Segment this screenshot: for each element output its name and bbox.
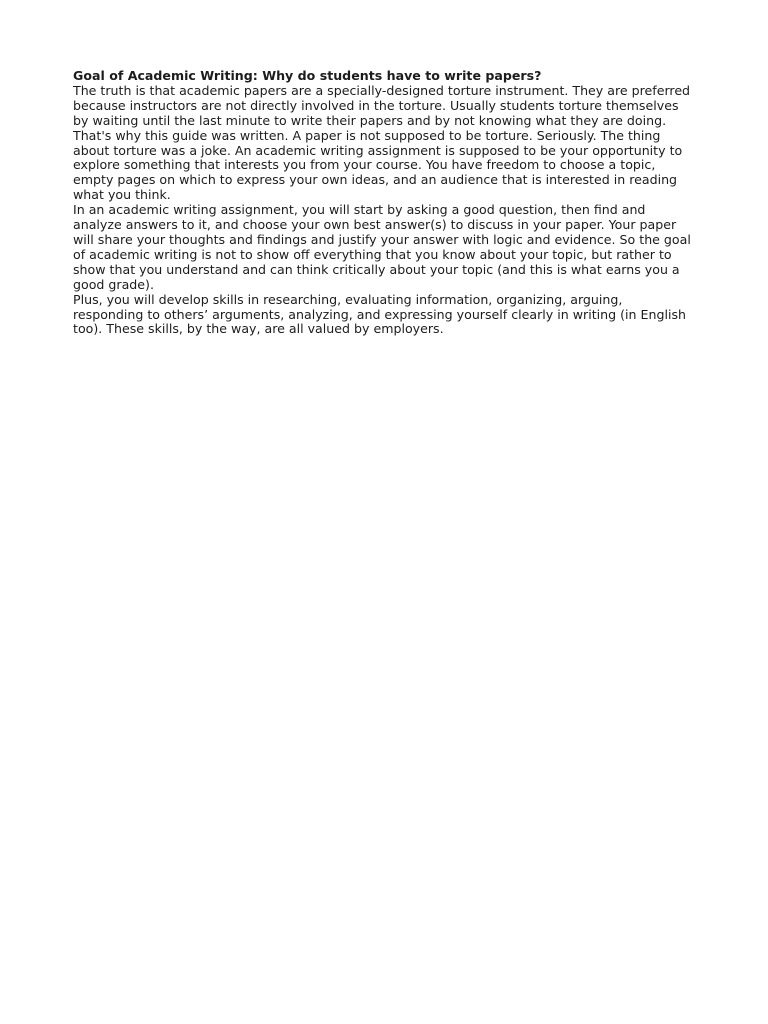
paragraph-skills: Plus, you will develop skills in researching, evaluating information, organizing, arguing, responding to others’ arguments, analyzing, and expressing yourself clearly in writing (in English too). These skills, by the way, are all valued by employers. <box>73 291 686 337</box>
document-heading: Goal of Academic Writing: Why do students have to write papers? <box>73 68 542 83</box>
paragraph-guide-purpose: That's why this guide was written. A paper is not supposed to be torture. Seriously. The thing about torture was a joke. An academic writing assignment is supposed to be your opportunity to explore something that interests you from your course. You have freedom to choose a topic, empty pages on which to express your own ideas, and an audience that is interested in reading what you think. <box>73 127 683 203</box>
paragraph-assignment: In an academic writing assignment, you will start by asking a good question, then find and analyze answers to it, and choose your own best answer(s) to discuss in your paper. Your paper will share your thoughts and findings and justify your answer with logic and evidence. So the goal of academic writing is not to show off everything that you know about your topic, but rather to show that you understand and can think critically about your topic (and this is what earns you a good grade). <box>73 202 691 292</box>
paragraph-truth: The truth is that academic papers are a specially-designed torture instrument. They are preferred because instructors are not directly involved in the torture. Usually students torture themselves by waiting until the last minute to write their papers and by not knowing what they are doing. <box>73 82 691 128</box>
document-body <box>73 69 695 337</box>
